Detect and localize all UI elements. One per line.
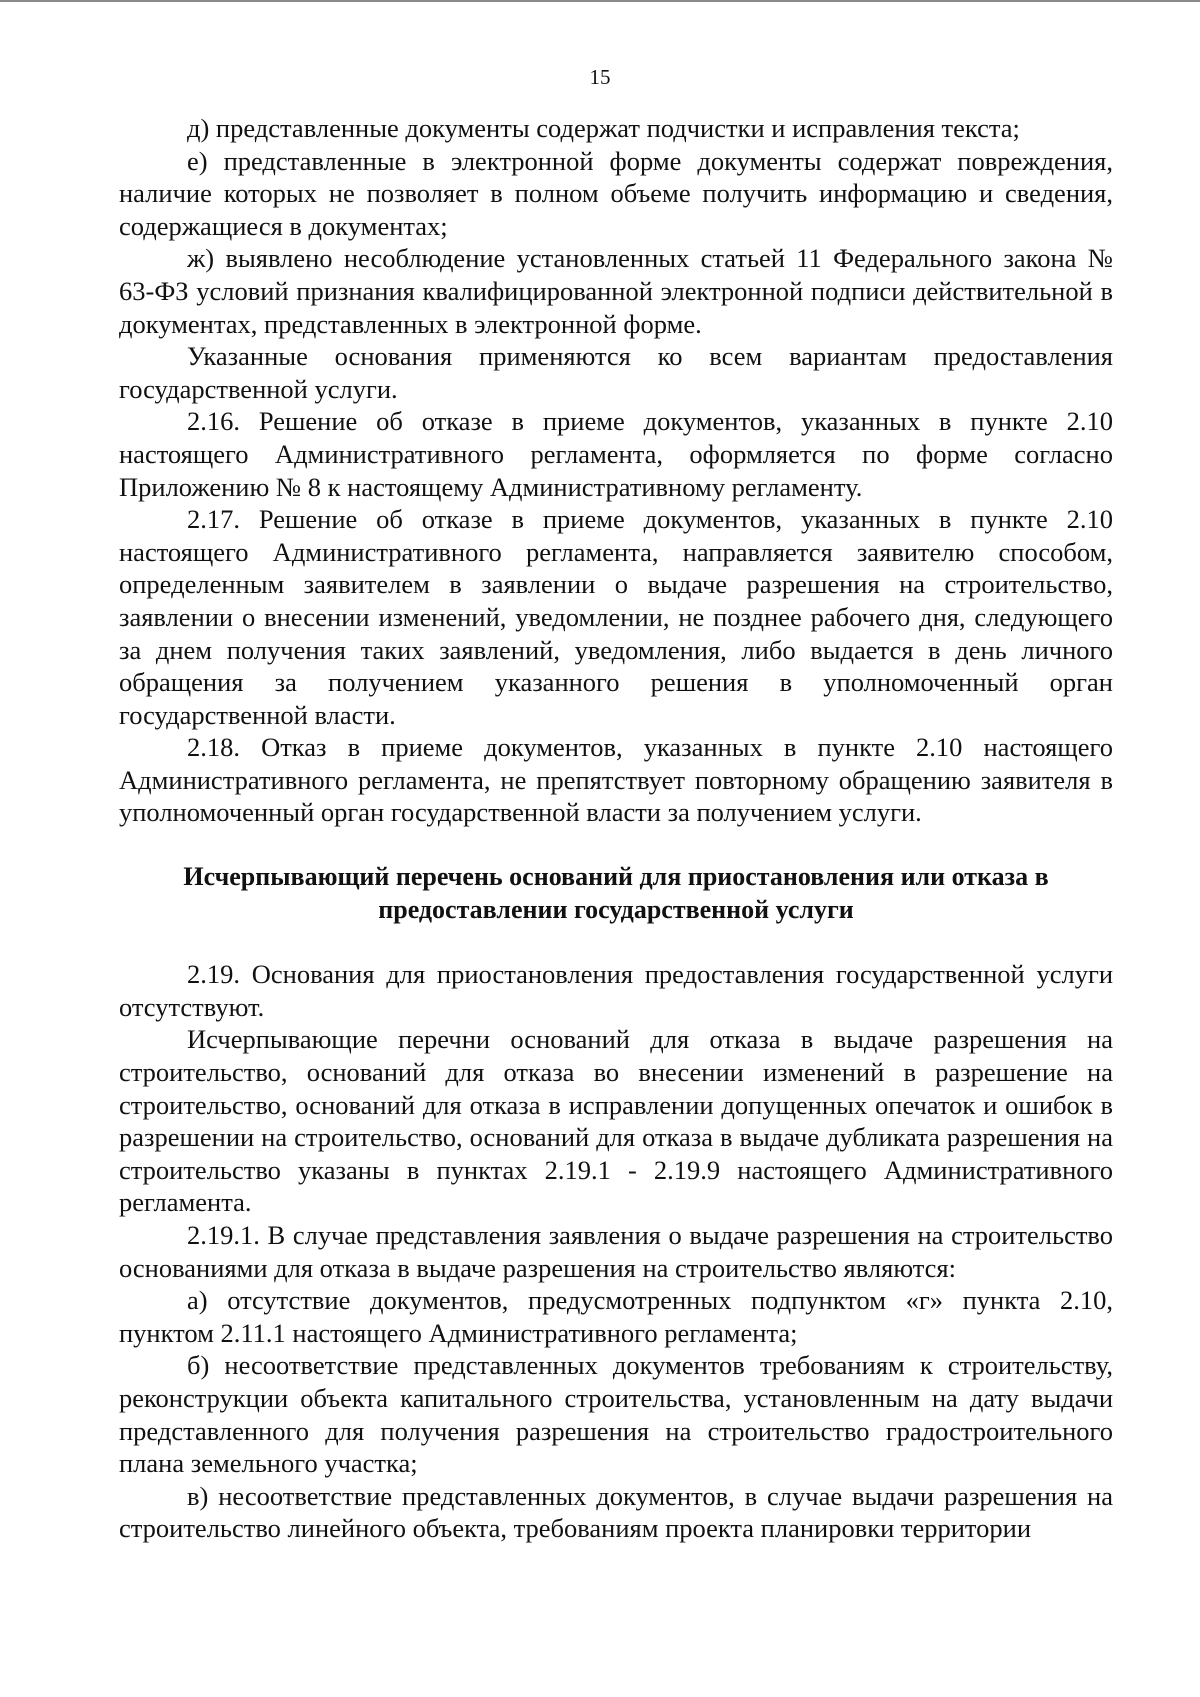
paragraph-2-18: 2.18. Отказ в приеме документов, указанных в пункте 2.10 настоящего Административного регламента, не препятствует повторному обращению заявителя в уполномоченный орган государственной власти за получением услуги. — [119, 732, 1113, 828]
paragraph-2-17: 2.17. Решение об отказе в приеме документов, указанных в пункте 2.10 настоящего Административного регламента, направляется заявителю способом, определенным заявителем в заявлении о выдаче разрешения на строительство, заявлении о внесении изменений, уведомлении, не позднее рабочего дня, следующего за днем получения таких заявлений, уведомления, либо выдается в день личного обращения за получением указанного решения в уполномоченный орган государственной власти. — [119, 504, 1113, 730]
paragraph-grounds-apply: Указанные основания применяются ко всем вариантам предоставления государственной услуги. — [119, 341, 1113, 404]
paragraph-2-16: 2.16. Решение об отказе в приеме документов, указанных в пункте 2.10 настоящего Административного регламента, оформляется по форме согласно Приложению № 8 к настоящему Административному регламенту. — [119, 406, 1113, 502]
paragraph-2-19-1: 2.19.1. В случае представления заявления о выдаче разрешения на строительство основаниями для отказа в выдаче разрешения на строительство являются: — [119, 1220, 1113, 1283]
page-number: 15 — [589, 65, 611, 89]
paragraph-v-nonconformity-linear-object: в) несоответствие представленных документов, в случае выдачи разрешения на строительство линейного объекта, требованиям проекта планировки территории — [119, 1480, 1113, 1544]
top-edge-rule — [0, 0, 1200, 2]
paragraph-e-damaged-electronic-docs: е) представленные в электронной форме документы содержат повреждения, наличие которых не позволяет в полном объеме получить информацию и сведения, содержащиеся в документах; — [119, 145, 1113, 241]
section-heading: Исчерпывающий перечень оснований для приостановления или отказа в предоставлении государственной услуги — [183, 862, 1049, 924]
paragraph-a-missing-documents: а) отсутствие документов, предусмотренных подпунктом «г» пункта 2.10, пунктом 2.11.1 настоящего Административного регламента; — [119, 1285, 1113, 1348]
paragraph-zh-signature-noncompliance: ж) выявлено несоблюдение установленных статьей 11 Федерального закона № 63-ФЗ условий признания квалифицированной электронной подписи действительной в документах, представленных в электронной форме. — [119, 243, 1113, 339]
paragraph-exhaustive-lists: Исчерпывающие перечни оснований для отказа в выдаче разрешения на строительство, оснований для отказа во внесении изменений в разрешение на строительство, оснований для отказа в исправлении допущенных опечаток и ошибок в разрешении на строительство, оснований для отказа в выдаче дубликата разрешения на строительство указаны в пунктах 2.19.1 - 2.19.9 настоящего Административного регламента. — [119, 1024, 1113, 1218]
paragraph-b-nonconformity-gpzu: б) несоответствие представленных документов требованиям к строительству, реконструкции объекта капитального строительства, установленным на дату выдачи представленного для получения разрешения на строительство градостроительного плана земельного участка; — [119, 1350, 1113, 1479]
document-body — [119, 112, 1113, 1545]
paragraph-d-corrections: д) представленные документы содержат подчистки и исправления текста; — [187, 113, 1020, 143]
paragraph-2-19: 2.19. Основания для приостановления предоставления государственной услуги отсутствуют. — [119, 959, 1113, 1022]
